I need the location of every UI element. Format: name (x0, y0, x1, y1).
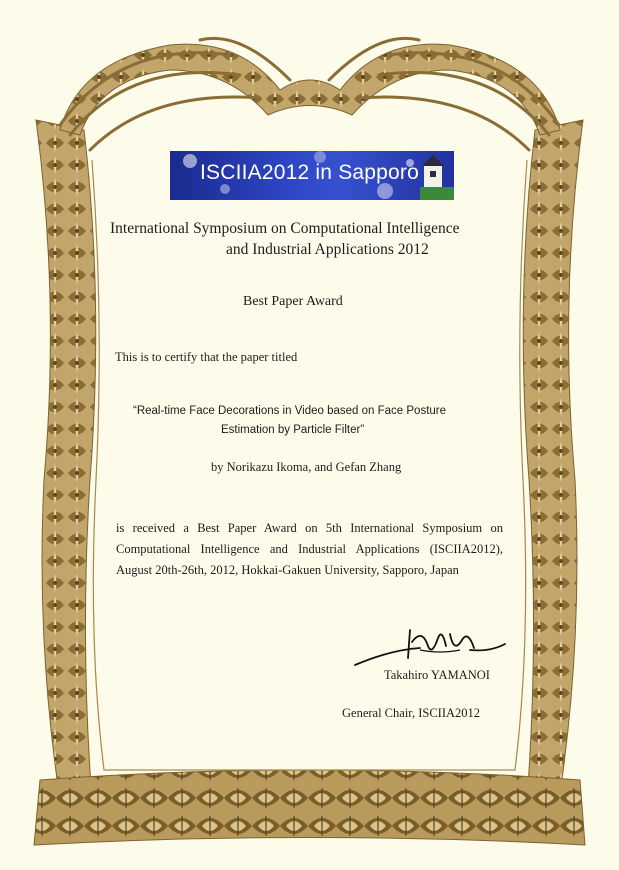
signer-role: General Chair, ISCIIA2012 (342, 706, 481, 720)
certify-statement: This is to certify that the paper titled (115, 350, 298, 364)
paper-title-line-1: “Real-time Face Decorations in Video based on Face Posture (133, 405, 447, 417)
event-banner (170, 151, 454, 200)
signer-name: Takahiro YAMANOI (384, 668, 490, 682)
handwritten-signature (350, 620, 510, 670)
award-title: Best Paper Award (243, 294, 343, 309)
award-description: is received a Best Paper Award on 5th International Symposium on Computational Intelligence and Industrial Applications (ISCIIA2012), August 20th-26th, 2012, Hokkai-Gakuen University, Sapporo, Japan (116, 521, 503, 577)
border-top-arch (60, 44, 560, 135)
border-right (523, 120, 583, 800)
border-bottom (34, 770, 585, 845)
paper-title-line-2: Estimation by Particle Filter” (221, 424, 365, 436)
symposium-name-line-2: and Industrial Applications 2012 (226, 241, 429, 258)
paper-authors: by Norikazu Ikoma, and Gefan Zhang (211, 460, 402, 474)
symposium-name-line-1: International Symposium on Computational Intelligence (110, 220, 460, 237)
border-left (36, 120, 96, 800)
clock-tower-icon (420, 155, 454, 200)
banner-title: ISCIIA2012 in Sapporo (200, 161, 420, 184)
